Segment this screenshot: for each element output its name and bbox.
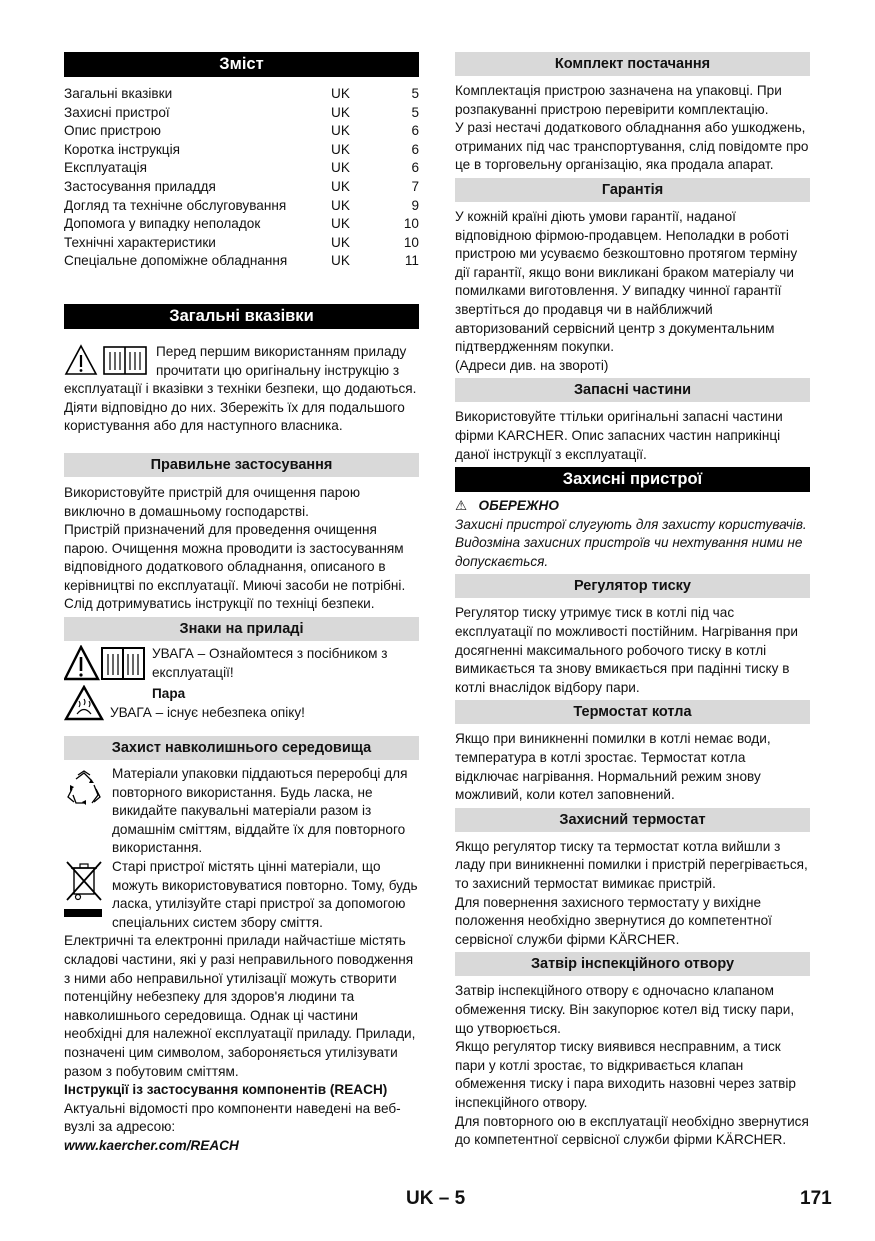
table-of-contents: [64, 85, 419, 271]
reach-url-link[interactable]: www.kaercher.com/REACH: [64, 1137, 239, 1153]
toc-row[interactable]: Догляд та технічне обслуговування UK 9: [64, 197, 419, 213]
recycle-icon: [64, 769, 104, 810]
proper-use-heading: Правильне застосування: [64, 453, 419, 477]
reach-text: Актуальні відомості про компоненти наведені на веб-вузлі за адресою:: [64, 1100, 401, 1135]
symbols-heading: Знаки на приладі: [64, 617, 419, 641]
inspection-heading: Затвір інспекційного отвору: [455, 952, 810, 976]
thermostat-p2: Для повернення захисного термостату у вихідне положення необхідно звернутися до компетентної сервісної служби фірми KÄRCHER.: [455, 894, 772, 947]
left-column: [64, 52, 419, 1156]
toc-row[interactable]: Технічні характеристики UK 10: [64, 234, 419, 250]
caution-icon: ⚠: [455, 498, 468, 514]
caution-text: Захисні пристрої слугують для захисту користувачів. Видозміна захисних пристроїв чи нехтування ними не допускається.: [455, 516, 807, 569]
environment-recycle: [64, 765, 419, 858]
old-devices-text: Старі пристрої містять цінні матеріали, що можуть використовуватися повторно. Тому, будь ласка, утилізуйте старі пристрої за допомогою спеціальних систем збору сміття.: [112, 859, 418, 930]
warranty-p1: У кожній країні діють умови гарантії, наданої відповідною фірмою-продавцем. Неполадки в роботі пристрою ми усуваємо безкоштовно протягом терміну дії гарантії, якщо вони викликані браком матеріалу чи помилками виготовлення. У випадку чинної гарантії звертіться до продавця чи в найближчий авторизований сервісний центр з документальним підтвердженням покупки.: [455, 208, 798, 355]
symbols-row-2: [64, 685, 419, 725]
warning-manual-icon: [64, 645, 146, 684]
toc-row[interactable]: Коротка інструкція UK 6: [64, 141, 419, 157]
thermostat-heading: Захисний термостат: [455, 808, 810, 832]
warranty-p2: (Адреси див. на звороті): [455, 357, 609, 373]
warranty-heading: Гарантія: [455, 178, 810, 202]
electronics-text: Електричні та електронні прилади найчастіше містять складові частини, які у разі неправильного поводження з ними або неправильної утилізації можуть створити потенційну небезпеку для здоров'я людини та навколишнього середовища. Однак ці частини необхідні для належної експлуатації приладу. Прилади, позначені цим символом, забороняється утилізувати разом з побутовим сміттям.: [64, 933, 416, 1079]
delivery-heading: Комплект постачання: [455, 52, 810, 76]
spare-parts-heading: Запасні частини: [455, 378, 810, 402]
pressure-text: Регулятор тиску утримує тиск в котлі під час експлуатації по можливості постійним. Нагрівання при досягненні максимального робочого тиску в котлі вимикається та знову вмикається при падінні тиску в котлі внаслідок відбору пари.: [455, 605, 798, 695]
toc-row[interactable]: Експлуатація UK 6: [64, 160, 419, 176]
footer-page-number: 171: [800, 1188, 832, 1209]
environment-heading: Захист навколишнього середовища: [64, 736, 419, 760]
general-heading: Загальні вказівки: [64, 304, 419, 329]
toc-row[interactable]: Допомога у випадку неполадок UK 10: [64, 216, 419, 232]
symbols-row-1: [64, 645, 419, 685]
inspection-p3: Для повторного ою в експлуатації необхідно звернутися до компетентної сервісної служби фірми KÄRCHER.: [455, 1113, 809, 1148]
symbol-warn-manual-text: УВАГА – Ознайомтеся з посібником з експлуатації!: [152, 646, 388, 680]
safety-heading: Захисні пристрої: [455, 467, 810, 492]
toc-row[interactable]: Опис пристрою UK 6: [64, 123, 419, 139]
toc-row[interactable]: Загальні вказівки UK 5: [64, 86, 419, 101]
recycle-text: Матеріали упаковки піддаються переробці для повторного використання. Будь ласка, не викидайте пакувальні матеріали разом із домашнім сміттям, віддайте їх для повторного використання.: [112, 766, 408, 856]
footer-section-label: UK – 5: [406, 1188, 466, 1209]
inspection-p1: Затвір інспекційного отвору є одночасно клапаном обмеження тиску. Він закупорює котел від тиску пари, що утворюється.: [455, 983, 795, 1036]
proper-use-p2: Пристрій призначений для проведення очищення парою. Очищення можна проводити із застосуванням відповідного додаткового обладнання, описаного в керівництві по експлуатації. Миючі засоби не потрібні. Слід дотримуватись інструкції по техніці безпеки.: [64, 522, 406, 612]
environment-old-devices: [64, 858, 419, 932]
symbol-steam-label: Пара: [152, 686, 186, 702]
right-column: [455, 52, 810, 1150]
warning-manual-icon: [64, 343, 150, 380]
steam-hazard-icon: [64, 685, 104, 724]
toc-heading: Зміст: [64, 52, 419, 77]
delivery-p1: Комплектація пристрою зазначена на упаковці. При розпакуванні пристрою перевірити комплектацію.: [455, 83, 782, 117]
proper-use-p1: Використовуйте пристрій для очищення парою виключно в домашньому господарстві.: [64, 484, 361, 519]
symbol-steam-warn: УВАГА – існує небезпека опіку!: [110, 704, 305, 720]
boiler-heading: Термостат котла: [455, 700, 810, 724]
spare-parts-text: Використовуйте ттільки оригінальні запасні частини фірми KARCHER. Опис запасних частин наприкінці даної інструкції з експлуатації.: [455, 409, 783, 462]
toc-row[interactable]: Застосування приладдя UK 7: [64, 178, 419, 194]
toc-row[interactable]: Спеціальне допоміжне обладнання UK 11: [64, 253, 419, 269]
delivery-p2: У разі нестачі додаткового обладнання або ушкоджень, отриманих під час транспортування, слід повідомте про це в торговельну організацію, яка продала апарат.: [455, 120, 809, 173]
boiler-text: Якщо при виникненні помилки в котлі немає води, температура в котлі зростає. Термостат котла відключає нагрівання. Нормальний режим знову можливий, коли котел заповнений.: [455, 731, 771, 803]
general-text: Перед першим використанням приладу прочитати цю оригінальну інструкцію з експлуатації і вказівки з техніки безпеки, що додаються. Діяти відповідно до них. Збережіть їх для подальшого користування або для наступного власника.: [64, 343, 417, 434]
caution-line: ⚠ ОБЕРЕЖНО: [455, 498, 559, 514]
inspection-p2: Якщо регулятор тиску виявився несправним, а тиск пари у котлі зростає, то відкривається клапан обмеження тиску і пара виходить назовні через затвір інспекційного отвору.: [455, 1039, 796, 1110]
crossed-bin-icon: [64, 860, 104, 921]
general-section: [64, 343, 419, 436]
thermostat-p1: Якщо регулятор тиску та термостат котла вийшли з ладу при виникненні помилки і пристрій перегрівається, то захисний термостат вимикає пристрій.: [455, 838, 808, 891]
reach-title: Інструкції із застосування компонентів (REACH): [64, 1082, 388, 1098]
pressure-heading: Регулятор тиску: [455, 574, 810, 598]
toc-row[interactable]: Захисні пристрої UK 5: [64, 104, 419, 120]
